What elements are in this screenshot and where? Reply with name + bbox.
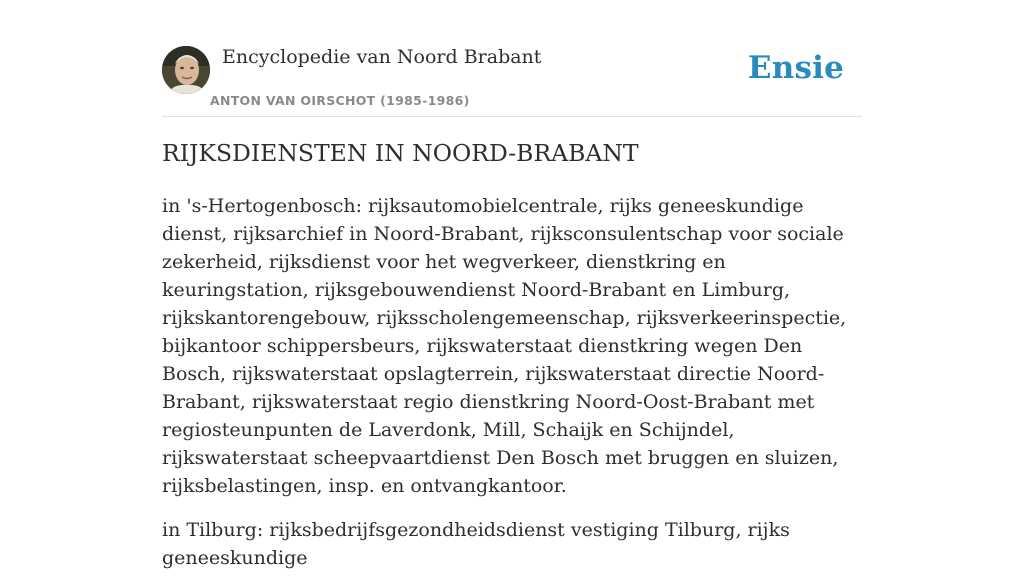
book-title[interactable]: Encyclopedie van Noord Brabant [222, 46, 542, 68]
author-avatar[interactable] [162, 46, 210, 94]
page-title: RIJKSDIENSTEN IN NOORD-BRABANT [162, 139, 639, 167]
author-name[interactable]: ANTON VAN OIRSCHOT (1985-1986) [210, 93, 470, 108]
article-body [162, 192, 862, 588]
article-paragraph: in 's-Hertogenbosch: rijksautomobielcentrale, rijks geneeskundige dienst, rijksarchief in Noord-Brabant, rijksconsulentschap voor sociale zekerheid, rijksdienst voor het wegverkeer, dienstkring en keuringstation, rijksgebouwendienst Noord-Brabant en Limburg, rijkskantorengebouw, rijksscholengemeenschap, rijksverkeerinspectie, bijkantoor schippersbeurs, rijkswaterstaat dienstkring wegen Den Bosch, rijkswaterstaat opslagterrein, rijkswaterstaat directie Noord-Brabant, rijkswaterstaat regio dienstkring Noord-Oost-Brabant met regiosteunpunten de Laverdonk, Mill, Schaijk en Schijndel, rijkswaterstaat scheepvaartdienst Den Bosch met bruggen en sluizen, rijksbelastingen, insp. en ontvangkantoor. [162, 195, 847, 497]
author-portrait-icon [162, 46, 210, 94]
ensie-logo[interactable]: Ensie [747, 50, 844, 86]
site-header [162, 46, 862, 117]
article-paragraph: in Tilburg: rijksbedrijfsgezondheidsdienst vestiging Tilburg, rijks geneeskundige [162, 519, 790, 569]
